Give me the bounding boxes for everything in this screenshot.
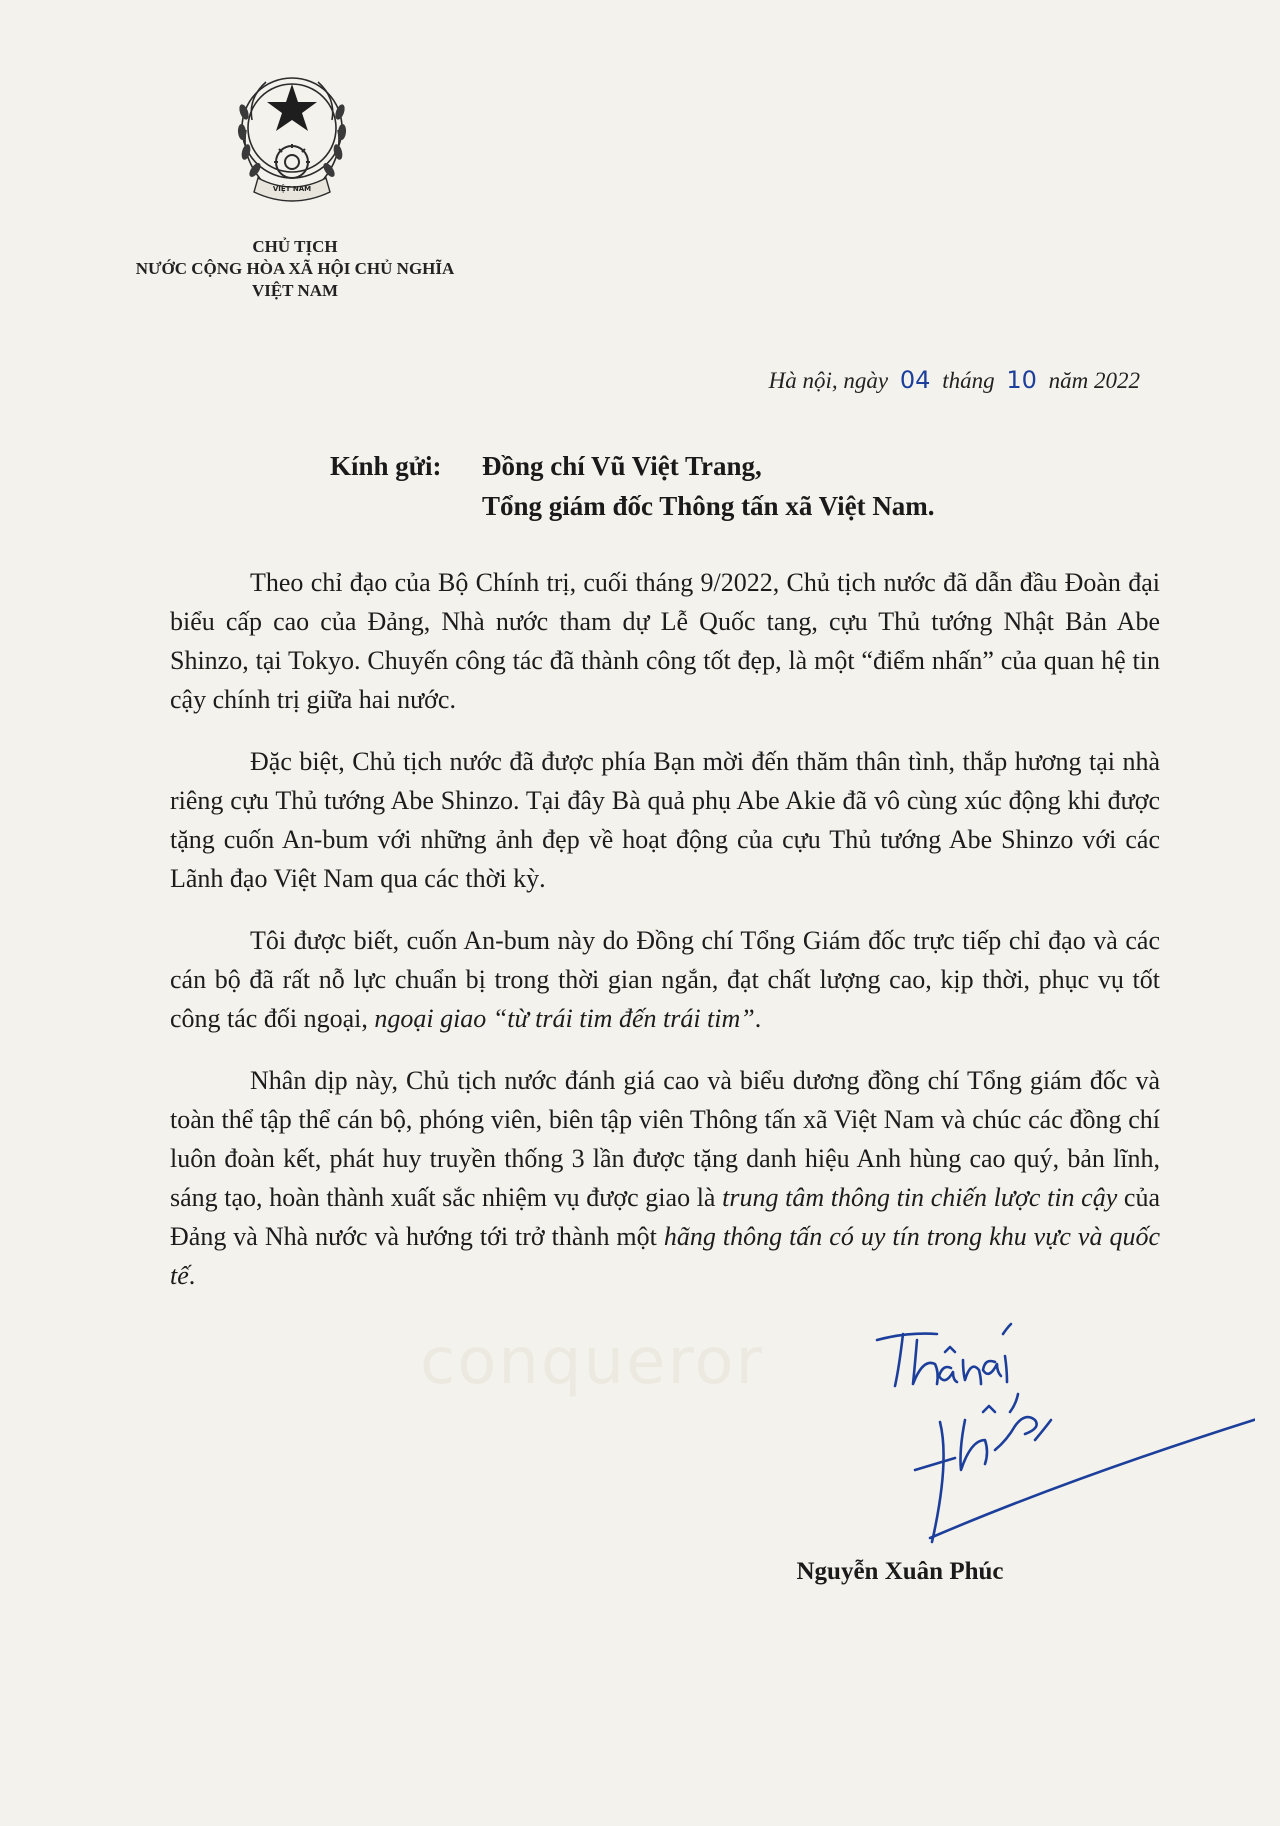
emblem-ribbon-text: VIỆT NAM xyxy=(272,185,312,193)
paragraph-4-end: . xyxy=(188,1261,196,1290)
paragraph-4-emphasis-1: trung tâm thông tin chiến lược tin cậy xyxy=(722,1183,1118,1212)
state-emblem-icon xyxy=(222,60,362,220)
issuer-block xyxy=(100,236,490,302)
paragraph-3-emphasis: ngoại giao “từ trái tim đến trái tim” xyxy=(374,1004,755,1033)
dateline-prefix: Hà nội, ngày xyxy=(768,368,889,393)
recipient-title: Tổng giám đốc Thông tấn xã Việt Nam. xyxy=(482,491,935,521)
signer-name: Nguyễn Xuân Phúc xyxy=(796,1558,1004,1585)
dateline-month-label: tháng xyxy=(942,368,995,393)
paragraph-4-text: Nhân dịp này, Chủ tịch nước đánh giá cao và biểu dương đồng chí Tổng giám đốc và toàn thể tập thể cán bộ, phóng viên, biên tập viên Thông tấn xã Việt Nam và chúc các đồng chí luôn đoàn kết, phát huy truyền thống 3 lần được tặng danh hiệu Anh hùng cao quý, bản lĩnh, sáng tạo, hoàn thành xuất sắc nhiệm vụ được giao là xyxy=(170,1066,1160,1212)
letter-body xyxy=(170,563,1160,1295)
handwritten-signature-icon xyxy=(855,1290,1255,1560)
paragraph-4-text-2: của Đảng và Nhà nước và hướng tới trở thành một xyxy=(170,1183,1160,1251)
issuer-line-3: VIỆT NAM xyxy=(251,281,339,300)
dateline-day: 04 xyxy=(899,366,931,394)
paragraph-4 xyxy=(170,1061,1160,1295)
paragraph-3 xyxy=(170,921,1160,1038)
dateline-month: 10 xyxy=(1006,366,1037,394)
paragraph-1: Theo chỉ đạo của Bộ Chính trị, cuối tháng 9/2022, Chủ tịch nước đã dẫn đầu Đoàn đại biểu cấp cao của Đảng, Nhà nước tham dự Lễ Quốc tang, cựu Thủ tướng Nhật Bản Abe Shinzo, tại Tokyo. Chuyến công tác đã thành công tốt đẹp, là một “điểm nhấn” của quan hệ tin cậy chính trị giữa hai nước. xyxy=(170,568,1160,714)
paper-watermark: conqueror xyxy=(420,1325,764,1399)
salutation-label: Kính gửi: xyxy=(330,451,442,481)
issuer-line-2: NƯỚC CỘNG HÒA XÃ HỘI CHỦ NGHĨA xyxy=(135,259,455,278)
paragraph-2: Đặc biệt, Chủ tịch nước đã được phía Bạn mời đến thăm thân tình, thắp hương tại nhà riêng cựu Thủ tướng Abe Shinzo. Tại đây Bà quả phụ Abe Akie đã vô cùng xúc động khi được tặng cuốn An-bum với những ảnh đẹp về hoạt động của cựu Thủ tướng Abe Shinzo với các Lãnh đạo Việt Nam qua các thời kỳ. xyxy=(170,747,1160,893)
paragraph-3-end: . xyxy=(754,1004,762,1033)
issuer-line-1: CHỦ TỊCH xyxy=(252,237,338,256)
paragraph-3-text: Tôi được biết, cuốn An-bum này do Đồng chí Tổng Giám đốc trực tiếp chỉ đạo và các cán bộ đã rất nỗ lực chuẩn bị trong thời gian ngắn, đạt chất lượng cao, kịp thời, phục vụ tốt công tác đối ngoại, xyxy=(170,926,1160,1033)
recipient-name: Đồng chí Vũ Việt Trang, xyxy=(482,451,762,481)
dateline-year: năm 2022 xyxy=(1048,368,1140,393)
paragraph-4-emphasis-2: hãng thông tấn có uy tín trong khu vực và quốc tế xyxy=(170,1222,1160,1290)
dateline xyxy=(640,366,1140,394)
